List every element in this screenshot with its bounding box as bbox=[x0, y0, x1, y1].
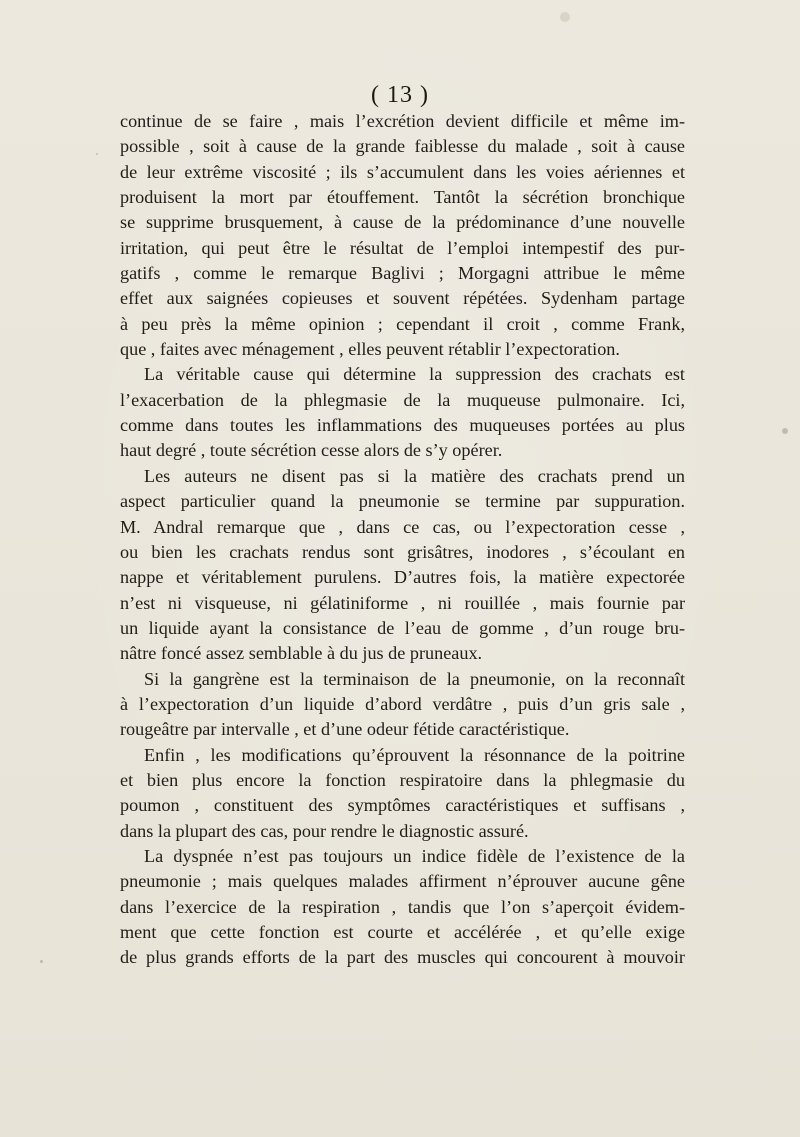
text-line: La dyspnée n’est pas toujours un indice fidèle de l’existence de la bbox=[144, 845, 685, 866]
text-line: se supprime brusquement, à cause de la prédominance d’une nouvelle bbox=[120, 212, 685, 233]
body-text bbox=[120, 109, 685, 971]
text-line: aspect particulier quand la pneumonie se termine par suppuration. bbox=[120, 491, 685, 512]
text-line: Si la gangrène est la terminaison de la pneumonie, on la reconnaît bbox=[144, 668, 685, 689]
text-line: poumon , constituent des symptômes caractéristiques et suffisans , bbox=[120, 795, 685, 816]
text-line: dans la plupart des cas, pour rendre le diagnostic assuré. bbox=[120, 820, 529, 841]
text-line: de plus grands efforts de la part des muscles qui concourent à mouvoir bbox=[120, 947, 685, 968]
text-line: de leur extrême viscosité ; ils s’accumulent dans les voies aériennes et bbox=[120, 161, 685, 182]
text-line: comme dans toutes les inflammations des muqueuses portées au plus bbox=[120, 415, 685, 436]
text-line: continue de se faire , mais l’excrétion devient difficile et même im- bbox=[120, 111, 685, 131]
text-line: nâtre foncé assez semblable à du jus de pruneaux. bbox=[120, 643, 483, 664]
paper-stain bbox=[560, 12, 570, 22]
text-line: et bien plus encore la fonction respiratoire dans la phlegmasie du bbox=[120, 769, 685, 790]
text-line: irritation, qui peut être le résultat de l’emploi intempestif des pur- bbox=[120, 237, 685, 258]
text-line: l’exacerbation de la phlegmasie de la muqueuse pulmonaire. Ici, bbox=[120, 389, 685, 410]
text-line: que , faites avec ménagement , elles peuvent rétablir l’expectoration. bbox=[120, 339, 620, 360]
text-line: n’est ni visqueuse, ni gélatiniforme , ni rouillée , mais fournie par bbox=[120, 592, 685, 613]
text-line: haut degré , toute sécrétion cesse alors de s’y opérer. bbox=[120, 440, 503, 461]
text-line: Les auteurs ne disent pas si la matière des crachats prend un bbox=[144, 465, 685, 486]
text-line: produisent la mort par étouffement. Tantôt la sécrétion bronchique bbox=[120, 187, 685, 208]
text-line: un liquide ayant la consistance de l’eau de gomme , d’un rouge bru- bbox=[120, 617, 685, 638]
text-line: possible , soit à cause de la grande faiblesse du malade , soit à cause bbox=[120, 136, 685, 157]
text-line: dans l’exercice de la respiration , tandis que l’on s’aperçoit évidem- bbox=[120, 896, 685, 917]
paper-speck bbox=[40, 960, 43, 963]
paper-speck bbox=[96, 153, 98, 155]
text-line: rougeâtre par intervalle , et d’une odeur fétide caractéristique. bbox=[120, 719, 570, 740]
text-line: pneumonie ; mais quelques malades affirment n’éprouver aucune gêne bbox=[120, 871, 685, 892]
page-number: ( 13 ) bbox=[371, 82, 429, 108]
text-line: nappe et véritablement purulens. D’autres fois, la matière expectorée bbox=[120, 567, 685, 588]
text-line: Enfin , les modifications qu’éprouvent la résonnance de la poitrine bbox=[144, 744, 685, 765]
text-line: à l’expectoration d’un liquide d’abord verdâtre , puis d’un gris sale , bbox=[120, 693, 685, 714]
paper-speck bbox=[782, 428, 788, 434]
text-line: ment que cette fonction est courte et accélérée , et qu’elle exige bbox=[120, 922, 685, 942]
text-line: La véritable cause qui détermine la suppression des crachats est bbox=[144, 364, 685, 385]
text-line: M. Andral remarque que , dans ce cas, ou l’expectoration cesse , bbox=[120, 516, 685, 537]
text-line: ou bien les crachats rendus sont grisâtres, inodores , s’écoulant en bbox=[120, 541, 685, 562]
text-line: effet aux saignées copieuses et souvent répétées. Sydenham partage bbox=[120, 288, 685, 309]
text-line: gatifs , comme le remarque Baglivi ; Morgagni attribue le même bbox=[120, 263, 685, 284]
text-line: à peu près la même opinion ; cependant il croit , comme Frank, bbox=[120, 313, 685, 334]
